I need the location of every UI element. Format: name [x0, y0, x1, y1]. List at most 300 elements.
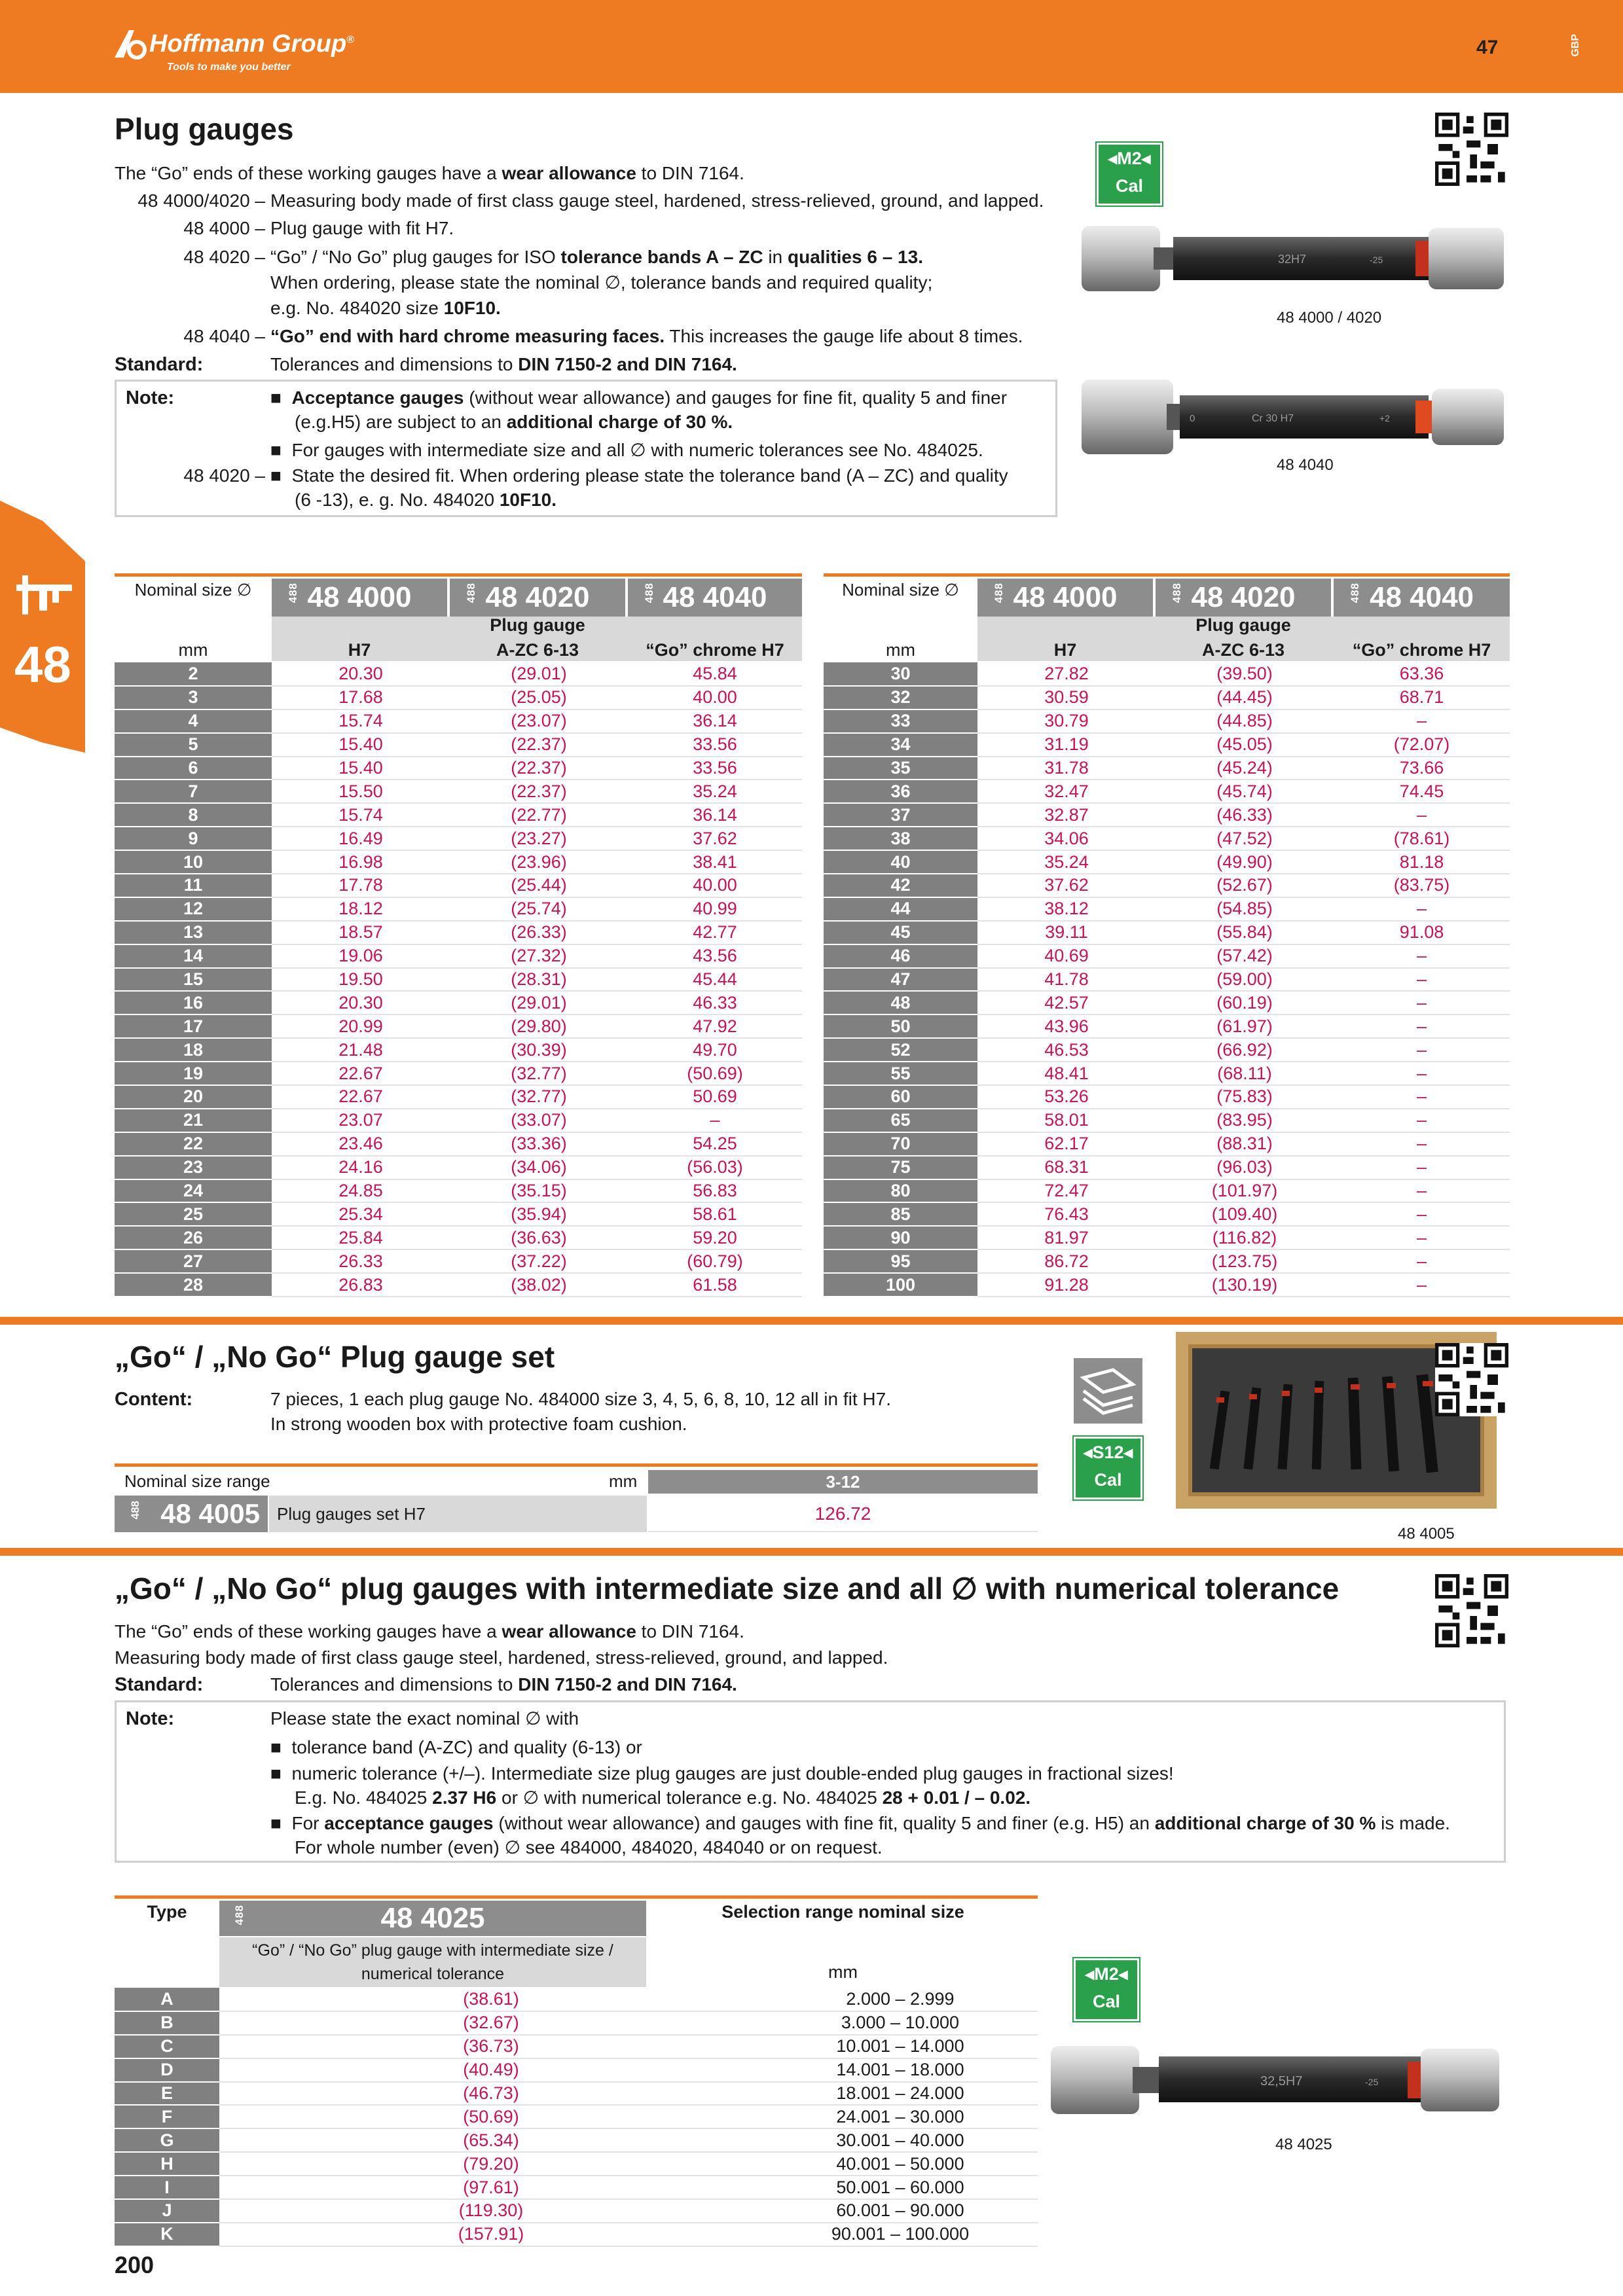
- value-cell: 68.71: [1334, 686, 1510, 709]
- nominal-size-header: Nominal size ∅: [134, 580, 252, 600]
- value-cell: (29.01): [450, 991, 628, 1014]
- image-caption: 48 4025: [1275, 2136, 1332, 2153]
- row-key-cell: 11: [115, 874, 272, 897]
- value-cell: (130.19): [1156, 1273, 1334, 1297]
- value-cell: 56.83: [628, 1179, 802, 1203]
- col-subhead: Plug gauge: [1195, 615, 1291, 635]
- section-divider: [0, 1317, 1623, 1325]
- value-cell: 73.66: [1334, 757, 1510, 780]
- value-cell: 74.45: [1334, 780, 1510, 803]
- value-cell: –: [1334, 1109, 1510, 1132]
- table-top-rule: [115, 573, 802, 577]
- table-row: [824, 1179, 1510, 1203]
- value-cell: 2.000 – 2.999: [763, 1988, 1038, 2011]
- value-cell: –: [1334, 1038, 1510, 1062]
- table-row: [115, 662, 802, 686]
- value-cell: (39.50): [1156, 662, 1334, 686]
- col-subhead: “Go” chrome H7: [1352, 640, 1491, 660]
- row-key-cell: 100: [824, 1273, 977, 1297]
- value-cell: 18.12: [272, 897, 450, 921]
- row-key-cell: 90: [824, 1226, 977, 1249]
- value-cell: (61.97): [1156, 1014, 1334, 1038]
- note-item: ■ For gauges with intermediate size and all ∅ with numeric tolerances see No. 484025.: [270, 440, 983, 460]
- set-price: 126.72: [648, 1496, 1038, 1532]
- value-cell: 81.18: [1334, 850, 1510, 874]
- value-cell: (46.33): [1156, 803, 1334, 827]
- table-row: [115, 874, 802, 897]
- value-cell: (96.03): [1156, 1156, 1334, 1179]
- value-cell: 30.001 – 40.000: [763, 2128, 1038, 2152]
- table-row: [115, 1085, 802, 1109]
- col-subhead: H7: [1053, 640, 1077, 660]
- value-cell: 54.25: [628, 1132, 802, 1156]
- value-cell: (29.01): [450, 662, 628, 686]
- value-cell: (36.63): [450, 1226, 628, 1249]
- table-row: [115, 921, 802, 944]
- table-row: [115, 2035, 1038, 2058]
- value-cell: –: [1334, 1226, 1510, 1249]
- value-cell: (52.67): [1156, 874, 1334, 897]
- value-cell: 47.92: [628, 1014, 802, 1038]
- value-cell: 46.53: [977, 1038, 1156, 1062]
- row-key-cell: 70: [824, 1132, 977, 1156]
- value-cell: 41.78: [977, 968, 1156, 992]
- col-head-484040: 488 48 4040: [628, 579, 802, 617]
- value-cell: 50.001 – 60.000: [763, 2176, 1038, 2199]
- value-cell: (30.39): [450, 1038, 628, 1062]
- value-cell: 91.08: [1334, 921, 1510, 944]
- svg-text:32H7: 32H7: [1278, 253, 1307, 266]
- value-cell: (37.22): [450, 1249, 628, 1273]
- value-cell: (23.07): [450, 709, 628, 733]
- value-cell: (59.00): [1156, 968, 1334, 992]
- table-row: [115, 1249, 802, 1273]
- value-cell: (109.40): [1156, 1202, 1334, 1226]
- table-row: [824, 686, 1510, 709]
- row-key-cell: 52: [824, 1038, 977, 1062]
- value-cell: 40.69: [977, 944, 1156, 968]
- table-row: [115, 2223, 1038, 2246]
- note-item: ■ For acceptance gauges (without wear allowance) and gauges with fine fit, quality 5 and finer (e.g. H5) an additional charge of 30 % is made.: [270, 1813, 1450, 1833]
- value-cell: –: [1334, 709, 1510, 733]
- value-cell: (50.69): [219, 2105, 763, 2128]
- value-cell: 38.41: [628, 850, 802, 874]
- value-cell: (97.61): [219, 2176, 763, 2199]
- value-cell: (44.85): [1156, 709, 1334, 733]
- value-cell: (50.69): [628, 1062, 802, 1085]
- table-row: [115, 1038, 802, 1062]
- value-cell: 25.34: [272, 1202, 450, 1226]
- description-line: “Go” end with hard chrome measuring faces. This increases the gauge life about 8 times.: [270, 326, 1023, 346]
- value-cell: (34.06): [450, 1156, 628, 1179]
- value-cell: –: [1334, 1249, 1510, 1273]
- value-cell: 24.85: [272, 1179, 450, 1203]
- table-row: [824, 897, 1510, 921]
- row-key-cell: 60: [824, 1085, 977, 1109]
- content-label: Content:: [115, 1389, 193, 1410]
- table-row: [824, 662, 1510, 686]
- row-key-cell: 24: [115, 1179, 272, 1203]
- unit-label: mm: [886, 640, 915, 660]
- table-row: [115, 1132, 802, 1156]
- row-key-cell: 26: [115, 1226, 272, 1249]
- value-cell: 17.78: [272, 874, 450, 897]
- value-cell: (116.82): [1156, 1226, 1334, 1249]
- note-item: Please state the exact nominal ∅ with: [270, 1708, 579, 1729]
- value-cell: 90.001 – 100.000: [763, 2223, 1038, 2246]
- calibration-badge: ◂M2◂ Cal: [1074, 1958, 1139, 2021]
- table-row: [824, 1226, 1510, 1249]
- table-row: [115, 709, 802, 733]
- unit-label: mm: [178, 640, 208, 660]
- value-cell: 15.40: [272, 733, 450, 757]
- unit-label: mm: [828, 1962, 858, 1982]
- table-row: [115, 1062, 802, 1085]
- table-row: [824, 1202, 1510, 1226]
- language-code: GBP: [1570, 34, 1581, 57]
- value-cell: (25.44): [450, 874, 628, 897]
- value-cell: (78.61): [1334, 827, 1510, 850]
- value-cell: (49.90): [1156, 850, 1334, 874]
- value-cell: –: [1334, 991, 1510, 1014]
- value-cell: 37.62: [977, 874, 1156, 897]
- image-caption: 48 4000 / 4020: [1277, 309, 1382, 327]
- value-cell: 45.44: [628, 968, 802, 992]
- value-cell: 35.24: [628, 780, 802, 803]
- standard-label: Standard:: [115, 354, 204, 375]
- value-cell: 68.31: [977, 1156, 1156, 1179]
- value-cell: –: [1334, 1179, 1510, 1203]
- table-row: [115, 991, 802, 1014]
- page-number-top: 47: [1476, 37, 1499, 58]
- row-key-cell: 9: [115, 827, 272, 850]
- value-cell: 45.84: [628, 662, 802, 686]
- row-key-cell: 37: [824, 803, 977, 827]
- value-cell: 18.001 – 24.000: [763, 2082, 1038, 2106]
- table-row: [824, 874, 1510, 897]
- svg-text:+2: +2: [1379, 413, 1390, 423]
- range-label: Nominal size range: [124, 1471, 270, 1491]
- standard-text: Tolerances and dimensions to DIN 7150-2 and DIN 7164.: [270, 354, 737, 374]
- value-cell: –: [1334, 1132, 1510, 1156]
- value-cell: –: [1334, 1156, 1510, 1179]
- value-cell: 37.62: [628, 827, 802, 850]
- row-key-cell: 25: [115, 1202, 272, 1226]
- value-cell: 36.14: [628, 803, 802, 827]
- value-cell: 14.001 – 18.000: [763, 2058, 1038, 2082]
- table-row: [824, 827, 1510, 850]
- value-cell: 60.001 – 90.000: [763, 2199, 1038, 2223]
- value-cell: 19.50: [272, 968, 450, 992]
- value-cell: 20.30: [272, 662, 450, 686]
- row-key-cell: 3: [115, 686, 272, 709]
- value-cell: (44.45): [1156, 686, 1334, 709]
- note-label: Note:: [126, 387, 175, 408]
- table-row: [115, 757, 802, 780]
- row-key-cell: 34: [824, 733, 977, 757]
- value-cell: (25.05): [450, 686, 628, 709]
- type-header: Type: [147, 1902, 187, 1922]
- row-key-cell: 36: [824, 780, 977, 803]
- value-cell: (123.75): [1156, 1249, 1334, 1273]
- row-key-cell: 16: [115, 991, 272, 1014]
- value-cell: 43.56: [628, 944, 802, 968]
- value-cell: –: [1334, 1202, 1510, 1226]
- value-cell: 91.28: [977, 1273, 1156, 1297]
- value-cell: 20.30: [272, 991, 450, 1014]
- table-row: [115, 944, 802, 968]
- qr-code-icon: [1435, 1574, 1508, 1647]
- value-cell: 58.01: [977, 1109, 1156, 1132]
- row-key-cell: F: [115, 2105, 219, 2128]
- value-cell: 42.57: [977, 991, 1156, 1014]
- value-cell: 61.58: [628, 1273, 802, 1297]
- table-row: [824, 1273, 1510, 1297]
- plug-gauge-image: [1082, 216, 1507, 301]
- value-cell: (22.37): [450, 733, 628, 757]
- value-cell: 19.06: [272, 944, 450, 968]
- note-item-cont: E.g. No. 484025 2.37 H6 or ∅ with numerical tolerance e.g. No. 484025 28 + 0.01 / – 0.02.: [295, 1787, 1031, 1808]
- value-cell: 76.43: [977, 1202, 1156, 1226]
- value-cell: –: [1334, 1014, 1510, 1038]
- value-cell: (55.84): [1156, 921, 1334, 944]
- table-row: [115, 2011, 1038, 2035]
- value-cell: (79.20): [219, 2152, 763, 2176]
- value-cell: 18.57: [272, 921, 450, 944]
- row-key-cell: 28: [115, 1273, 272, 1297]
- note-item: ■ Acceptance gauges (without wear allowance) and gauges for fine fit, quality 5 and finer: [270, 387, 1008, 408]
- value-cell: (25.74): [450, 897, 628, 921]
- value-cell: 30.79: [977, 709, 1156, 733]
- table-row: [115, 733, 802, 757]
- note-item: ■ numeric tolerance (+/–). Intermediate size plug gauges are just double-ended plug gauges in fractional sizes!: [270, 1763, 1174, 1784]
- value-cell: (32.67): [219, 2011, 763, 2035]
- value-cell: (54.85): [1156, 897, 1334, 921]
- row-key-cell: 6: [115, 757, 272, 780]
- value-cell: (40.49): [219, 2058, 763, 2082]
- value-cell: –: [628, 1109, 802, 1132]
- value-cell: 26.83: [272, 1273, 450, 1297]
- value-cell: 40.00: [628, 874, 802, 897]
- row-key-cell: 33: [824, 709, 977, 733]
- table-row: [824, 850, 1510, 874]
- row-key-cell: 95: [824, 1249, 977, 1273]
- chapter-tab: [0, 501, 85, 753]
- value-cell: 86.72: [977, 1249, 1156, 1273]
- row-key-cell: 4: [115, 709, 272, 733]
- value-cell: (101.97): [1156, 1179, 1334, 1203]
- value-cell: (45.74): [1156, 780, 1334, 803]
- table-row: [824, 733, 1510, 757]
- value-cell: 25.84: [272, 1226, 450, 1249]
- table-row: [824, 803, 1510, 827]
- table-row: [824, 1062, 1510, 1085]
- value-cell: (157.91): [219, 2223, 763, 2246]
- value-cell: 10.001 – 14.000: [763, 2035, 1038, 2058]
- table-row: [115, 1273, 802, 1297]
- row-key-cell: 19: [115, 1062, 272, 1085]
- table-top-rule: [115, 1463, 1038, 1467]
- standard-text: Tolerances and dimensions to DIN 7150-2 and DIN 7164.: [270, 1674, 737, 1695]
- value-cell: 17.68: [272, 686, 450, 709]
- table-row: [824, 1038, 1510, 1062]
- value-cell: 62.17: [977, 1132, 1156, 1156]
- table-row: [824, 921, 1510, 944]
- row-key-cell: J: [115, 2199, 219, 2223]
- description-line: “Go” / “No Go” plug gauges for ISO tolerance bands A – ZC in qualities 6 – 13.: [270, 247, 923, 267]
- svg-text:-25: -25: [1365, 2077, 1379, 2087]
- code-label: 48 4020 –: [183, 247, 265, 267]
- table-row: [115, 780, 802, 803]
- value-cell: 40.99: [628, 897, 802, 921]
- table-row: [115, 968, 802, 992]
- table-row: [115, 2105, 1038, 2128]
- brand-name: Hoffmann Group®: [149, 30, 354, 58]
- value-cell: (22.37): [450, 780, 628, 803]
- table-row: [115, 803, 802, 827]
- value-cell: 32.47: [977, 780, 1156, 803]
- row-key-cell: 47: [824, 968, 977, 992]
- intermediate-plug-gauge-image: [1051, 2034, 1503, 2126]
- col-subhead: Plug gauge: [490, 615, 585, 635]
- value-cell: 16.98: [272, 850, 450, 874]
- value-cell: 63.36: [1334, 662, 1510, 686]
- row-key-cell: A: [115, 1988, 219, 2011]
- row-key-cell: 23: [115, 1156, 272, 1179]
- value-cell: (46.73): [219, 2082, 763, 2106]
- value-cell: (28.31): [450, 968, 628, 992]
- table-top-rule: [115, 1895, 1038, 1899]
- table-row: [115, 1988, 1038, 2011]
- col-head-484000: 488 48 4000: [272, 579, 447, 617]
- note-item-cont: (6 -13), e. g. No. 484020 10F10.: [295, 490, 557, 510]
- value-cell: (32.77): [450, 1062, 628, 1085]
- intro-line: The “Go” ends of these working gauges have a wear allowance to DIN 7164.: [115, 1621, 744, 1641]
- row-key-cell: G: [115, 2128, 219, 2152]
- value-cell: 49.70: [628, 1038, 802, 1062]
- table-row: [115, 1109, 802, 1132]
- intro-line: Measuring body made of first class gauge steel, hardened, stress-relieved, ground, and lapped.: [115, 1647, 888, 1668]
- col-head-484040: 488 48 4040: [1334, 579, 1510, 617]
- section-title-gauge-set: „Go“ / „No Go“ Plug gauge set: [115, 1340, 555, 1374]
- value-cell: (83.95): [1156, 1109, 1334, 1132]
- logo-icon: [115, 27, 147, 60]
- value-cell: 30.59: [977, 686, 1156, 709]
- row-key-cell: 44: [824, 897, 977, 921]
- value-cell: 32.87: [977, 803, 1156, 827]
- col-subhead: “Go” / “No Go” plug gauge with intermediate size / numerical tolerance: [219, 1937, 646, 1987]
- table-row: [115, 2199, 1038, 2223]
- value-cell: (47.52): [1156, 827, 1334, 850]
- table-row: [115, 2152, 1038, 2176]
- value-cell: (22.77): [450, 803, 628, 827]
- row-key-cell: 46: [824, 944, 977, 968]
- value-cell: 23.46: [272, 1132, 450, 1156]
- table-row: [115, 1202, 802, 1226]
- value-cell: 38.12: [977, 897, 1156, 921]
- range-header: Selection range nominal size: [721, 1902, 964, 1922]
- value-cell: 50.69: [628, 1085, 802, 1109]
- section-title-plug-gauges: Plug gauges: [115, 112, 294, 146]
- content-text: 7 pieces, 1 each plug gauge No. 484000 size 3, 4, 5, 6, 8, 10, 12 all in fit H7.: [270, 1389, 891, 1409]
- value-cell: 15.40: [272, 757, 450, 780]
- table-row: [824, 991, 1510, 1014]
- value-cell: (56.03): [628, 1156, 802, 1179]
- value-cell: 26.33: [272, 1249, 450, 1273]
- value-cell: (83.75): [1334, 874, 1510, 897]
- table-row: [115, 1179, 802, 1203]
- row-key-cell: H: [115, 2152, 219, 2176]
- qr-code-icon: [1435, 1343, 1508, 1416]
- note-item: ■ State the desired fit. When ordering please state the tolerance band (A – ZC) and quality: [270, 465, 1008, 486]
- brand-tagline: Tools to make you better: [167, 62, 291, 73]
- table-row: [115, 2128, 1038, 2152]
- value-cell: 31.19: [977, 733, 1156, 757]
- note-item: ■ tolerance band (A-ZC) and quality (6-13) or: [270, 1737, 642, 1757]
- value-cell: 31.78: [977, 757, 1156, 780]
- table-row: [115, 686, 802, 709]
- row-key-cell: 21: [115, 1109, 272, 1132]
- table-row: [824, 1014, 1510, 1038]
- row-key-cell: 2: [115, 662, 272, 686]
- row-key-cell: 18: [115, 1038, 272, 1062]
- value-cell: 48.41: [977, 1062, 1156, 1085]
- value-cell: (60.19): [1156, 991, 1334, 1014]
- table-row: [115, 2058, 1038, 2082]
- value-cell: (75.83): [1156, 1085, 1334, 1109]
- row-key-cell: 85: [824, 1202, 977, 1226]
- value-cell: 20.99: [272, 1014, 450, 1038]
- caliper-icon: [13, 573, 75, 619]
- value-cell: (68.11): [1156, 1062, 1334, 1085]
- type-table: [115, 1988, 1038, 2247]
- value-cell: (66.92): [1156, 1038, 1334, 1062]
- row-key-cell: 13: [115, 921, 272, 944]
- col-head-484025: 488 48 4025: [219, 1901, 646, 1936]
- row-key-cell: 12: [115, 897, 272, 921]
- value-cell: –: [1334, 897, 1510, 921]
- table-top-rule: [824, 573, 1510, 577]
- row-key-cell: 20: [115, 1085, 272, 1109]
- value-cell: 40.00: [628, 686, 802, 709]
- value-cell: 35.24: [977, 850, 1156, 874]
- value-cell: 22.67: [272, 1085, 450, 1109]
- page-number-bottom: 200: [115, 2251, 155, 2278]
- value-cell: 22.67: [272, 1062, 450, 1085]
- intro-line: The “Go” ends of these working gauges have a wear allowance to DIN 7164.: [115, 163, 744, 183]
- chapter-number: 48: [14, 636, 71, 693]
- row-key-cell: C: [115, 2035, 219, 2058]
- svg-text:Cr 30 H7: Cr 30 H7: [1252, 413, 1294, 424]
- col-subhead: A-ZC 6-13: [496, 640, 579, 660]
- set-description: Plug gauges set H7: [269, 1496, 647, 1532]
- value-cell: (23.27): [450, 827, 628, 850]
- table-row: [824, 709, 1510, 733]
- value-cell: (27.32): [450, 944, 628, 968]
- value-cell: 53.26: [977, 1085, 1156, 1109]
- table-row: [824, 1249, 1510, 1273]
- value-cell: 24.16: [272, 1156, 450, 1179]
- table-row: [115, 827, 802, 850]
- description-line: Plug gauge with fit H7.: [270, 218, 454, 238]
- row-key-cell: 17: [115, 1014, 272, 1038]
- standard-label: Standard:: [115, 1674, 204, 1695]
- value-cell: (119.30): [219, 2199, 763, 2223]
- value-cell: 21.48: [272, 1038, 450, 1062]
- calibration-badge: ◂S12◂ Cal: [1074, 1437, 1142, 1499]
- calibration-badge: ◂M2◂ Cal: [1097, 143, 1162, 206]
- value-cell: 3.000 – 10.000: [763, 2011, 1038, 2035]
